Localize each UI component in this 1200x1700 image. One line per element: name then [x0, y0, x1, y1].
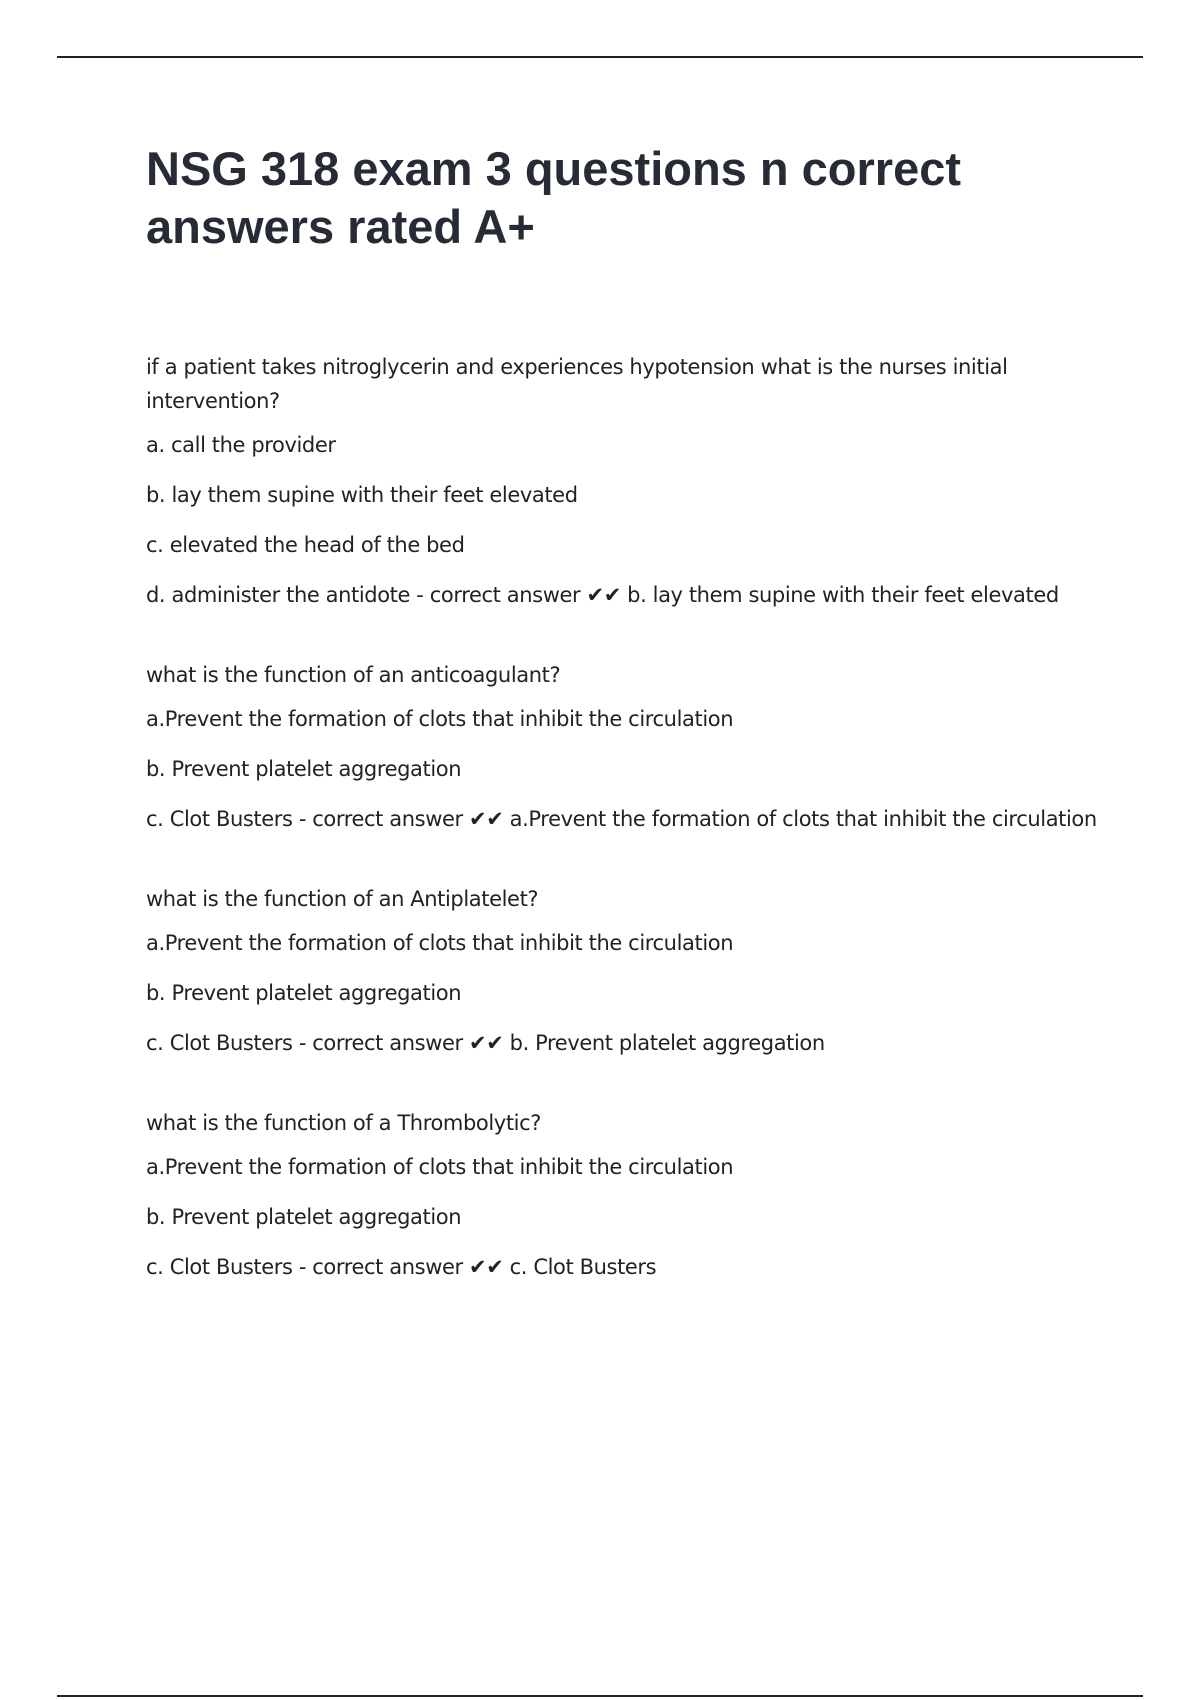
answer-option-with-correct-answer: c. Clot Busters - correct answer ✔✔ c. Clot Busters	[146, 1255, 657, 1279]
answer-option-with-correct-answer: c. Clot Busters - correct answer ✔✔ b. Prevent platelet aggregation	[146, 1031, 825, 1055]
document-page	[146, 140, 1106, 1330]
answer-option-with-correct-answer: c. Clot Busters - correct answer ✔✔ a.Prevent the formation of clots that inhibit the circulation	[146, 807, 1097, 831]
document-title: NSG 318 exam 3 questions n correct answers rated A+	[146, 142, 961, 253]
question-text: if a patient takes nitroglycerin and experiences hypotension what is the nurses initial intervention?	[146, 355, 1008, 413]
footer-rule	[57, 1695, 1143, 1697]
question-list	[146, 350, 1106, 1280]
answer-option: b. Prevent platelet aggregation	[146, 1205, 462, 1229]
answer-option: b. Prevent platelet aggregation	[146, 757, 462, 781]
question-block	[146, 350, 1106, 608]
answer-option: a. call the provider	[146, 433, 336, 457]
question-block	[146, 882, 1106, 1056]
answer-option-with-correct-answer: d. administer the antidote - correct answer ✔✔ b. lay them supine with their feet elevated	[146, 583, 1059, 607]
question-block	[146, 658, 1106, 832]
question-text: what is the function of an Antiplatelet?	[146, 887, 539, 911]
answer-option: b. Prevent platelet aggregation	[146, 981, 462, 1005]
header-rule	[57, 56, 1143, 58]
question-text: what is the function of an anticoagulant?	[146, 663, 561, 687]
answer-option: a.Prevent the formation of clots that inhibit the circulation	[146, 707, 734, 731]
answer-option: b. lay them supine with their feet elevated	[146, 483, 578, 507]
answer-option: a.Prevent the formation of clots that inhibit the circulation	[146, 931, 734, 955]
answer-option: a.Prevent the formation of clots that inhibit the circulation	[146, 1155, 734, 1179]
question-block	[146, 1106, 1106, 1280]
question-text: what is the function of a Thrombolytic?	[146, 1111, 541, 1135]
answer-option: c. elevated the head of the bed	[146, 533, 465, 557]
